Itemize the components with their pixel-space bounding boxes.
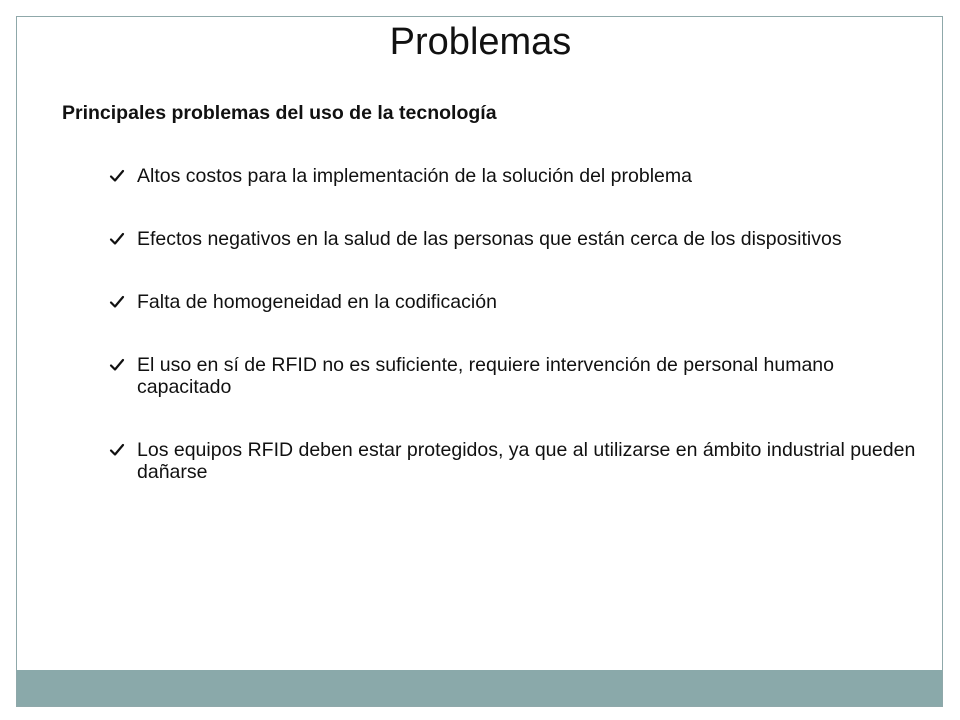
check-icon	[109, 168, 125, 184]
bullet-item	[109, 354, 929, 398]
bullet-text: Altos costos para la implementación de la solución del problema	[137, 165, 692, 187]
check-icon	[109, 357, 125, 373]
bullet-list	[109, 165, 929, 524]
footer-bar	[17, 670, 942, 706]
slide	[16, 16, 943, 707]
bullet-item	[109, 228, 929, 250]
bullet-text: El uso en sí de RFID no es suficiente, requiere intervención de personal humano capacitado	[137, 354, 834, 398]
bullet-text: Los equipos RFID deben estar protegidos, ya que al utilizarse en ámbito industrial pueden dañarse	[137, 439, 916, 483]
check-icon	[109, 294, 125, 310]
bullet-item	[109, 439, 929, 483]
check-icon	[109, 442, 125, 458]
bullet-item	[109, 165, 929, 187]
slide-title: Problemas	[389, 21, 572, 63]
bullet-text: Efectos negativos en la salud de las personas que están cerca de los dispositivos	[137, 228, 842, 250]
slide-subtitle: Principales problemas del uso de la tecnología	[62, 102, 497, 124]
bullet-item	[109, 291, 929, 313]
check-icon	[109, 231, 125, 247]
bullet-text: Falta de homogeneidad en la codificación	[137, 291, 497, 313]
